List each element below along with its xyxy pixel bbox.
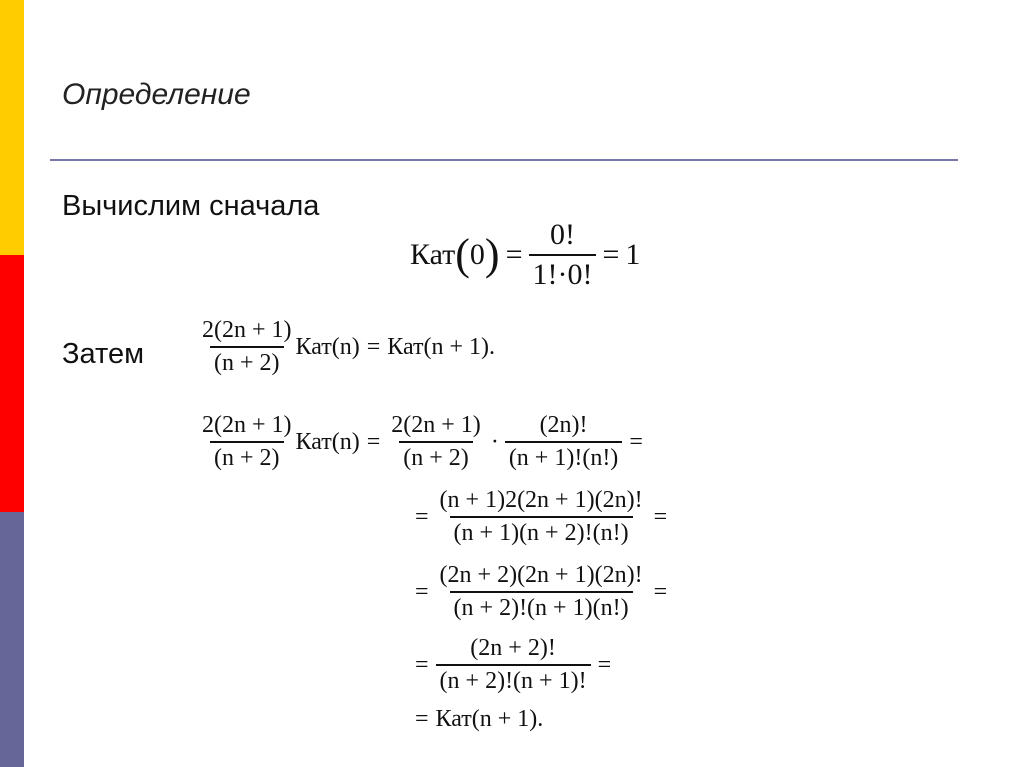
sidebar-color-bar (0, 0, 24, 767)
fraction-numerator: 2(2n + 1) (202, 317, 292, 343)
fraction-numerator: 2(2n + 1) (391, 412, 481, 438)
equals-sign: = (415, 651, 429, 678)
fraction-denominator: (n + 2) (210, 346, 284, 377)
result-value: 1 (625, 238, 641, 271)
derivation-step-1 (198, 412, 650, 472)
equals-sign: = (366, 333, 381, 360)
equals-sign: = (366, 428, 381, 455)
equals-sign: = (629, 428, 643, 455)
equals-sign: = (415, 706, 429, 732)
right-paren: ) (484, 230, 500, 279)
sidebar-segment-red (0, 255, 24, 512)
equals-sign: = (653, 578, 668, 605)
kat-n-plus-1: Кат(n + 1). (435, 706, 544, 732)
equals-sign: = (597, 651, 612, 678)
slide-title: Определение (62, 78, 251, 111)
fraction-denominator: (n + 1)!(n!) (505, 441, 623, 472)
sidebar-segment-blue (0, 512, 24, 767)
fraction (198, 412, 296, 472)
text-then: Затем (62, 338, 145, 370)
fraction-denominator: (n + 2) (210, 441, 284, 472)
fraction (436, 635, 591, 695)
kat-n: Кат(n) (295, 428, 360, 455)
fraction-numerator: (n + 1)2(2n + 1)(2n)! (439, 487, 643, 513)
derivation-step-2 (408, 487, 674, 547)
fraction-denominator: 1!·0! (529, 254, 597, 292)
fraction-denominator: (n + 1)(n + 2)!(n!) (450, 516, 633, 547)
fraction (529, 218, 597, 292)
sidebar-segment-yellow (0, 0, 24, 255)
fraction-denominator: (n + 2)!(n + 1)! (436, 664, 591, 695)
left-paren: ( (455, 230, 470, 279)
fraction-numerator: (2n)! (539, 412, 588, 438)
derivation-step-4 (408, 635, 618, 695)
kat-arg: 0 (469, 238, 485, 271)
kat-label: Кат (410, 238, 456, 271)
multiply-dot: · (490, 428, 499, 455)
derivation-step-3 (408, 562, 674, 622)
formula-kat-zero (410, 218, 640, 292)
fraction (387, 412, 485, 472)
equals-sign: = (653, 503, 668, 530)
fraction-denominator: (n + 2)!(n + 1)(n!) (450, 591, 633, 622)
equals-sign: = (505, 238, 523, 271)
equals-sign: = (415, 503, 429, 530)
kat-n-plus-1: Кат(n + 1). (387, 333, 496, 360)
fraction (198, 317, 296, 377)
fraction (505, 412, 623, 472)
fraction (436, 562, 647, 622)
equals-sign: = (602, 238, 620, 271)
kat-n: Кат(n) (295, 333, 360, 360)
formula-recurrence (198, 317, 495, 377)
fraction-numerator: 0! (549, 218, 575, 251)
fraction-numerator: 2(2n + 1) (202, 412, 292, 438)
fraction-denominator: (n + 2) (399, 441, 473, 472)
fraction-numerator: (2n + 2)! (470, 635, 556, 661)
text-compute-first: Вычислим сначала (62, 190, 320, 222)
fraction-numerator: (2n + 2)(2n + 1)(2n)! (439, 562, 643, 588)
equals-sign: = (415, 578, 429, 605)
title-divider (50, 159, 958, 161)
fraction (436, 487, 647, 547)
derivation-step-5 (408, 706, 543, 733)
